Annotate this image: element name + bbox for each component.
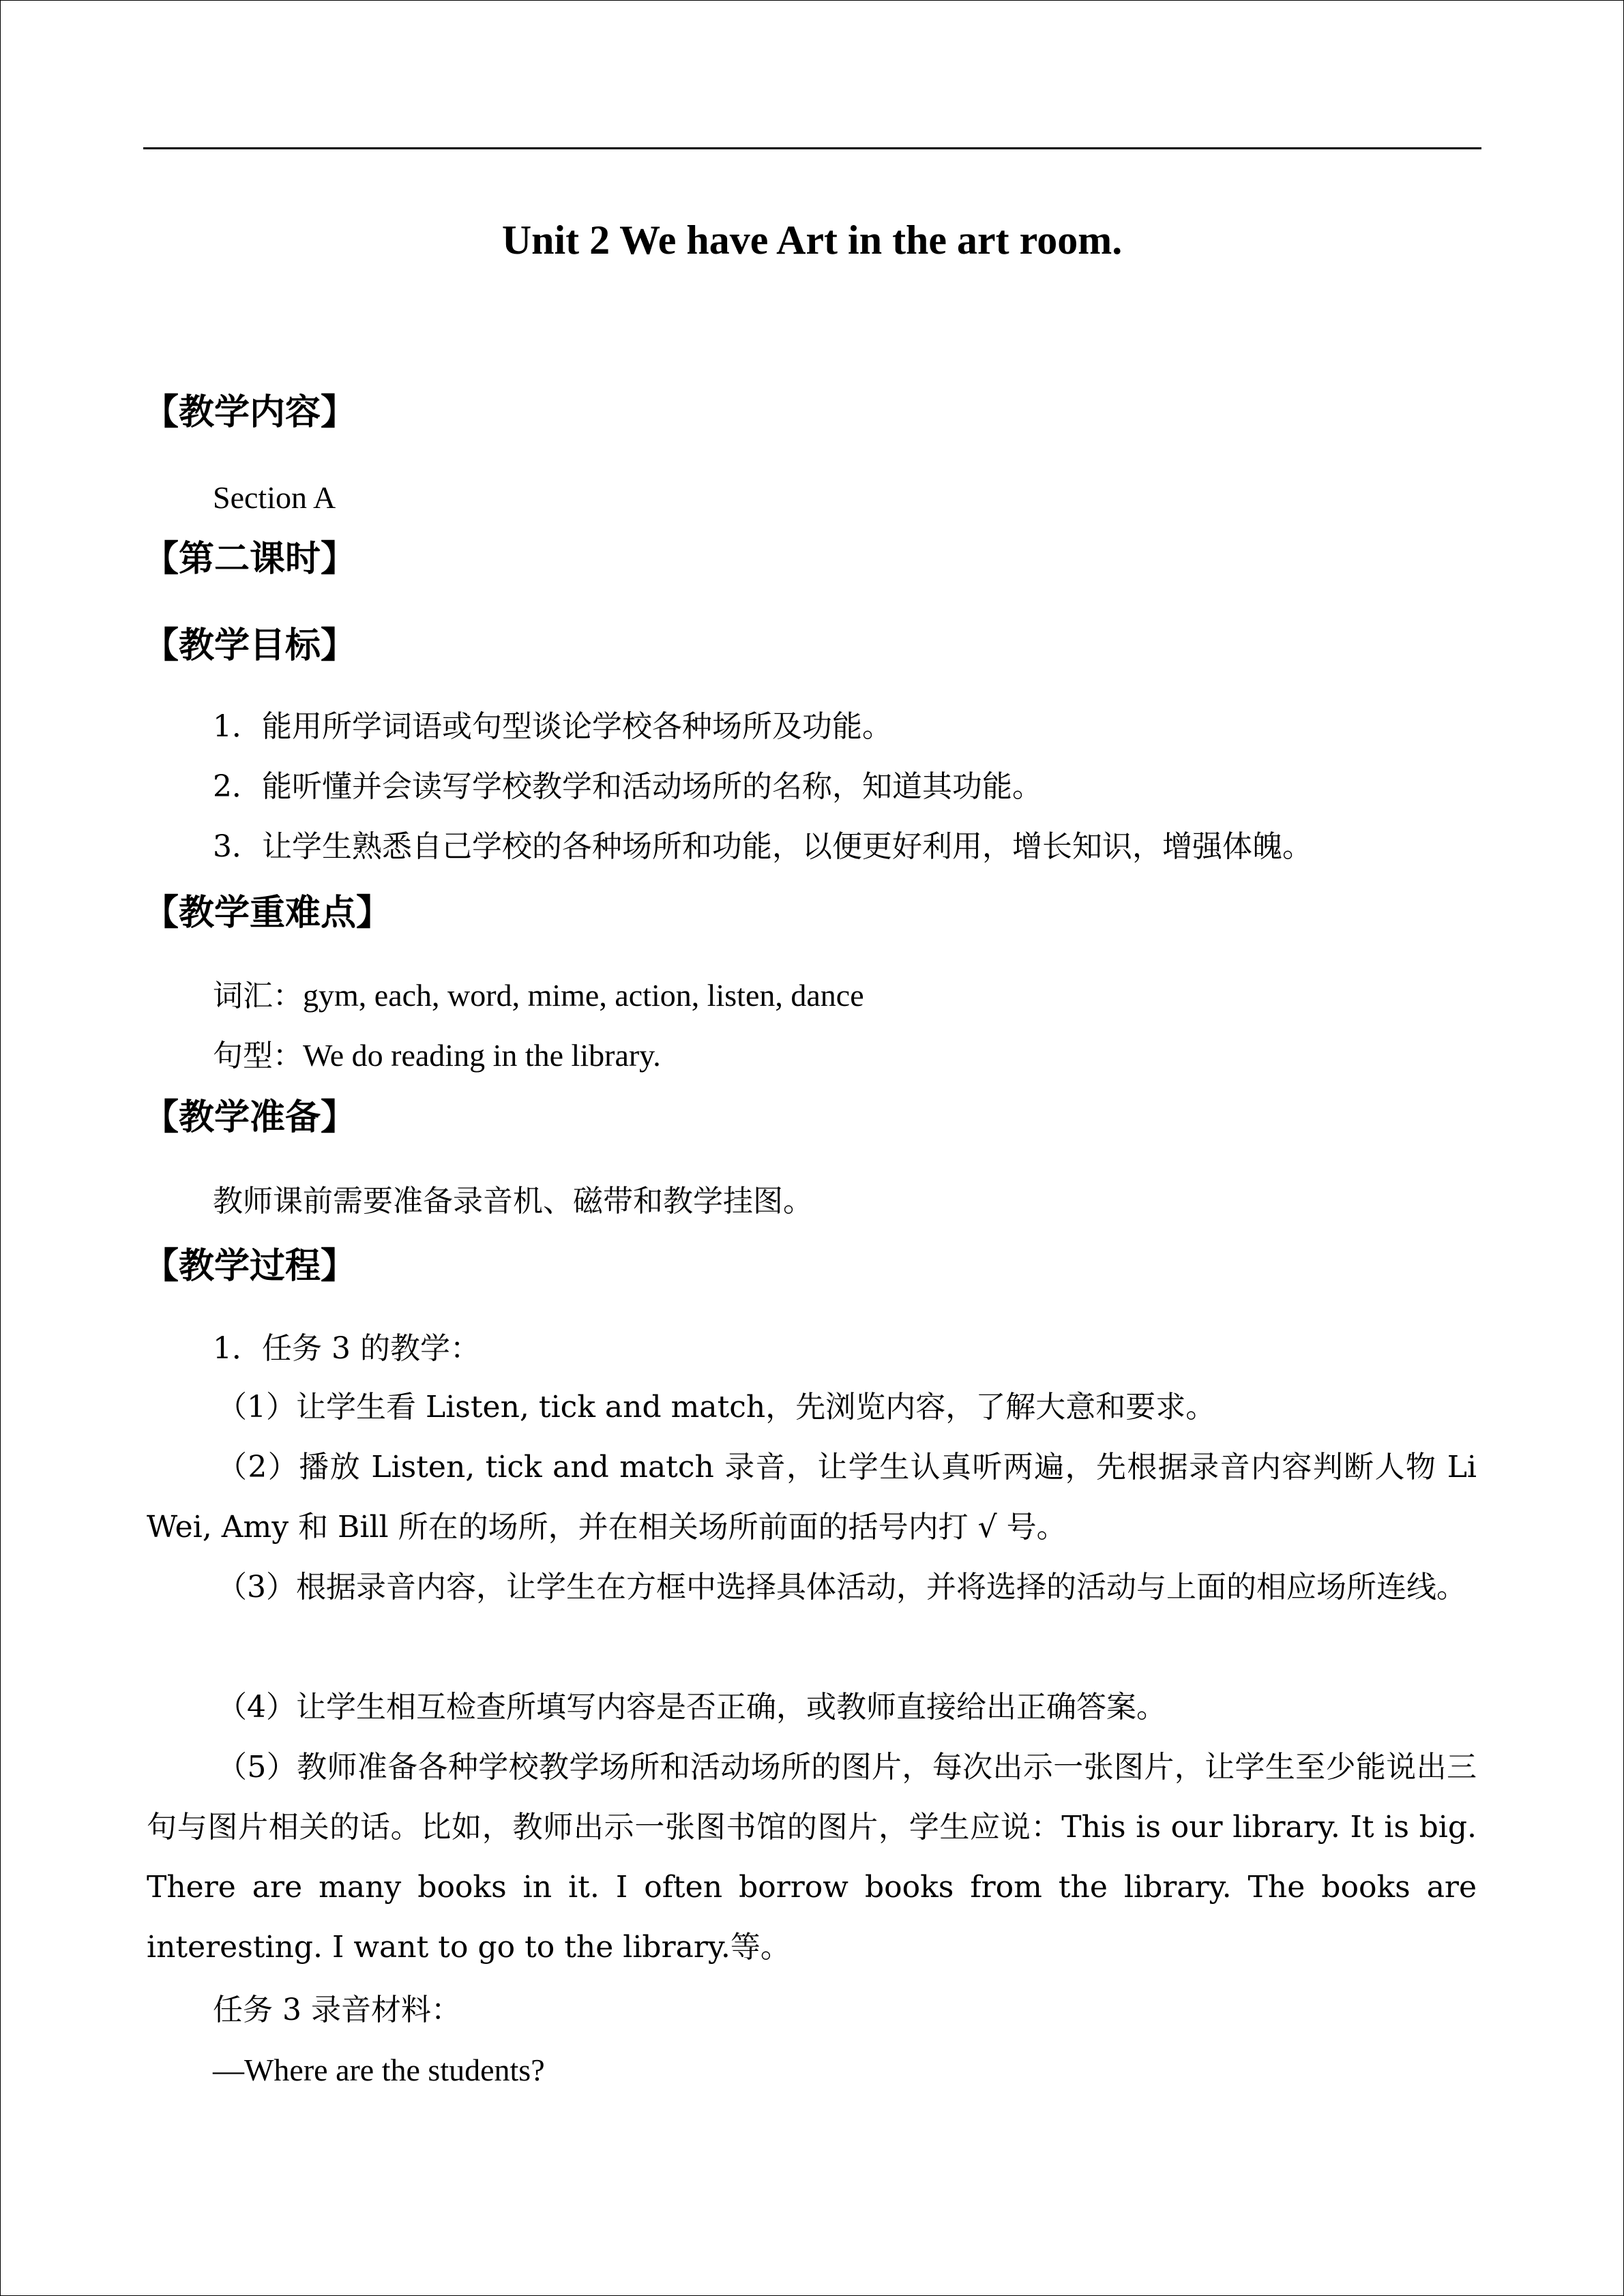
objective-item: 3．让学生熟悉自己学校的各种场所和功能，以便更好利用，增长知识，增强体魄。 [213,829,1312,864]
header-rule [143,147,1481,149]
objective-item: 1．能用所学词语或句型谈论学校各种场所及功能。 [213,709,892,744]
process-step-5: （5）教师准备各种学校教学场所和活动场所的图片，每次出示一张图片，让学生至少能说出三句与图片相关的话。比如，教师出示一张图书馆的图片，学生应说：This is our library. It is big. There are many books in it. I often borrow books from the library. The books are interesting. I want to go to the library.等。 [147,1750,1477,1965]
objective-item: 2．能听懂并会读写学校教学和活动场所的名称，知道其功能。 [213,769,1042,804]
task-title: 1．任务 3 的教学： [213,1331,480,1366]
heading-process: 【教学过程】 [143,1246,357,1287]
recording-material-title: 任务 3 录音材料： [213,1993,461,2027]
heading-key-points: 【教学重难点】 [143,893,392,934]
sentence-pattern-line [213,1035,661,1077]
lesson-title: Unit 2 We have Art in the art room. [501,218,1123,263]
process-step-3: （3）根据录音内容，让学生在方框中选择具体活动，并将选择的活动与上面的相应场所连线。 [217,1570,1466,1605]
heading-teaching-content: 【教学内容】 [143,392,357,433]
process-step-1: （1）让学生看 Listen, tick and match，先浏览内容，了解大意和要求。 [217,1390,1216,1425]
section-a-label: Section A [213,480,336,515]
sentence-pattern-label: 句型： [213,1039,303,1073]
dialog-line [213,2050,545,2091]
sentence-pattern-text: We do reading in the library. [303,1038,661,1073]
preparation-text: 教师课前需要准备录音机、磁带和教学挂图。 [213,1184,813,1219]
vocabulary-words: gym, each, word, mime, action, listen, dance [303,978,864,1013]
process-step-4: （4）让学生相互检查所填写内容是否正确，或教师直接给出正确答案。 [217,1690,1166,1725]
heading-preparation: 【教学准备】 [143,1097,357,1138]
vocabulary-line [213,975,864,1017]
dialog-line-text: —Where are the students? [213,2053,545,2087]
heading-objectives: 【教学目标】 [143,625,357,666]
vocabulary-label: 词汇： [213,979,303,1013]
heading-second-period: 【第二课时】 [143,539,357,580]
section-a-text [213,477,336,519]
process-step-2: （2）播放 Listen, tick and match 录音，让学生认真听两遍，先根据录音内容判断人物 Li Wei, Amy 和 Bill 所在的场所，并在相关场所前面的括号内打 √ 号。 [147,1450,1477,1545]
